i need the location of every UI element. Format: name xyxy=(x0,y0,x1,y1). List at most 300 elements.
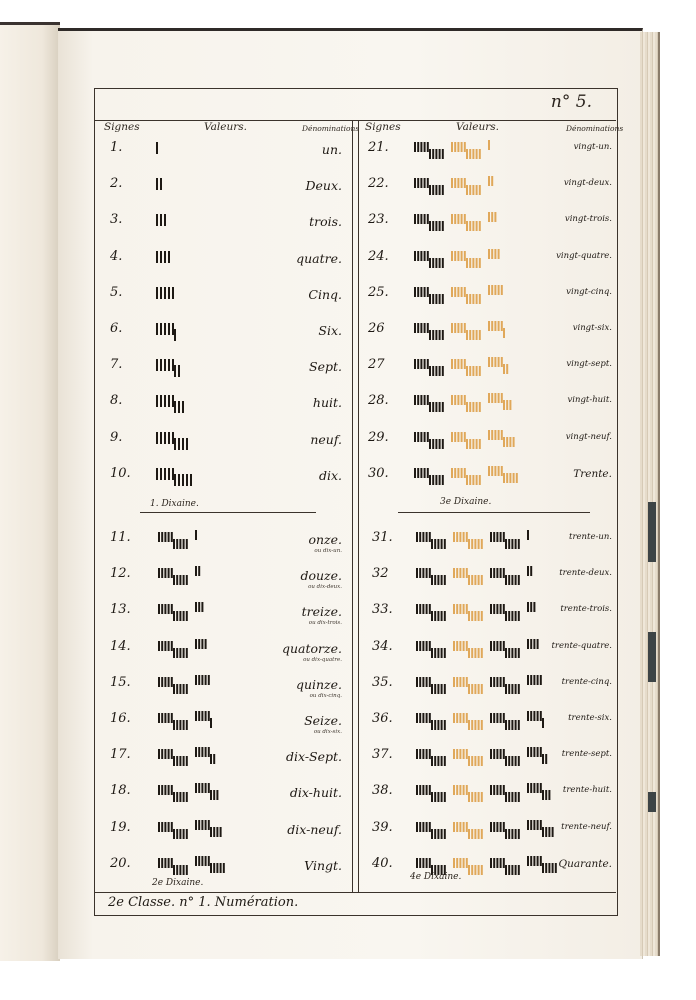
tally-stroke xyxy=(453,677,455,687)
tally-stroke xyxy=(474,611,476,621)
tally-stroke xyxy=(414,142,416,152)
tally-stroke xyxy=(160,468,162,480)
tally-stroke xyxy=(156,359,158,371)
tally-stroke xyxy=(417,287,419,297)
tally-stroke xyxy=(474,756,476,766)
tally-stroke xyxy=(179,756,181,766)
tally-stroke xyxy=(444,575,446,585)
tally-stroke xyxy=(160,432,162,444)
sign-number: 7. xyxy=(110,357,123,373)
tally-stroke xyxy=(168,251,170,263)
tally-value xyxy=(156,671,306,701)
tally-stroke xyxy=(513,473,515,483)
tally-stroke xyxy=(195,747,197,757)
tally-stroke xyxy=(179,720,181,730)
tally-stroke xyxy=(471,539,473,549)
tally-stroke xyxy=(493,713,495,723)
tally-stroke xyxy=(533,783,535,793)
tally-stroke xyxy=(527,783,529,793)
tally-stroke xyxy=(168,468,170,480)
tally-stroke xyxy=(426,604,428,614)
tally-stroke xyxy=(195,639,197,649)
tally-stroke xyxy=(158,677,160,687)
tally-stroke xyxy=(420,251,422,261)
sign-number: 28. xyxy=(368,393,389,409)
tally-stroke xyxy=(174,365,176,377)
tally-stroke xyxy=(490,532,492,542)
tally-stroke xyxy=(160,287,162,299)
tally-stroke xyxy=(439,258,441,268)
tally-stroke xyxy=(488,176,490,186)
tally-stroke xyxy=(537,747,539,757)
tally-stroke xyxy=(429,221,431,231)
tally-stroke xyxy=(466,294,468,304)
tally-stroke xyxy=(176,684,178,694)
tally-stroke xyxy=(158,604,160,614)
tally-stroke xyxy=(474,539,476,549)
tally-stroke xyxy=(463,785,465,795)
tally-stroke xyxy=(506,437,508,447)
tally-stroke xyxy=(422,641,424,651)
tally-stroke xyxy=(505,756,507,766)
denomination-label: vingt-neuf. xyxy=(565,431,612,442)
tally-stroke xyxy=(530,820,532,830)
denomination-label: vingt-sept. xyxy=(566,359,612,370)
sign-number: 19. xyxy=(110,819,131,835)
tally-stroke xyxy=(183,720,185,730)
denomination-label: Six. xyxy=(318,323,342,338)
tally-stroke xyxy=(479,149,481,159)
tally-stroke xyxy=(161,749,163,759)
tally-stroke xyxy=(444,792,446,802)
tally-stroke xyxy=(441,611,443,621)
tally-stroke xyxy=(469,221,471,231)
tally-value xyxy=(414,707,564,737)
tally-stroke xyxy=(533,639,535,649)
tally-stroke xyxy=(472,294,474,304)
tally-stroke xyxy=(424,142,426,152)
tally-stroke xyxy=(456,532,458,542)
tally-stroke xyxy=(472,402,474,412)
tally-stroke xyxy=(422,713,424,723)
denomination-label: vingt-un. xyxy=(573,142,612,152)
tally-stroke xyxy=(471,648,473,658)
tally-stroke xyxy=(463,568,465,578)
tally-stroke xyxy=(478,539,480,549)
tally-stroke xyxy=(183,539,185,549)
denomination-alt-label: ou dix-trois. xyxy=(308,620,342,627)
tally-stroke xyxy=(479,330,481,340)
tally-stroke xyxy=(537,639,539,649)
tally-stroke xyxy=(481,792,483,802)
tally-stroke xyxy=(168,432,170,444)
tally-stroke xyxy=(515,792,517,802)
tally-value xyxy=(156,816,306,846)
tally-stroke xyxy=(501,430,503,440)
tally-stroke xyxy=(435,258,437,268)
tally-stroke xyxy=(461,251,463,261)
tally-stroke xyxy=(545,863,547,873)
tally-stroke xyxy=(429,402,431,412)
tally-stroke xyxy=(179,539,181,549)
dixaine-caption: 3e Dixaine. xyxy=(440,497,492,507)
tally-stroke xyxy=(223,863,225,873)
tally-stroke xyxy=(424,323,426,333)
tally-stroke xyxy=(498,466,500,476)
tally-stroke xyxy=(173,684,175,694)
tally-stroke xyxy=(201,856,203,866)
tally-stroke xyxy=(493,822,495,832)
tally-stroke xyxy=(464,395,466,405)
tally-stroke xyxy=(511,539,513,549)
tally-stroke xyxy=(466,221,468,231)
tally-stroke xyxy=(491,285,493,295)
tally-stroke xyxy=(466,858,468,868)
tally-stroke xyxy=(503,473,505,483)
tally-stroke xyxy=(435,294,437,304)
tally-stroke xyxy=(505,865,507,875)
tally-stroke xyxy=(424,178,426,188)
tally-stroke xyxy=(488,357,490,367)
sign-number: 11. xyxy=(110,530,131,545)
tally-stroke xyxy=(479,475,481,485)
tally-stroke xyxy=(419,641,421,651)
tally-stroke xyxy=(429,713,431,723)
tally-stroke xyxy=(491,176,493,186)
tally-stroke xyxy=(201,747,203,757)
tally-stroke xyxy=(530,566,532,576)
denomination-label: vingt-six. xyxy=(572,323,612,333)
tally-stroke xyxy=(501,466,503,476)
tally-stroke xyxy=(164,785,166,795)
tally-stroke xyxy=(432,185,434,195)
tally-stroke xyxy=(198,747,200,757)
denomination-label: trois. xyxy=(309,214,342,230)
tally-stroke xyxy=(168,822,170,832)
tally-stroke xyxy=(463,677,465,687)
tally-stroke xyxy=(172,395,174,407)
denomination-alt-label: ou dix-deux. xyxy=(308,584,342,591)
tally-stroke xyxy=(429,258,431,268)
tally-stroke xyxy=(432,366,434,376)
tally-stroke xyxy=(476,221,478,231)
tally-stroke xyxy=(173,865,175,875)
tally-stroke xyxy=(429,330,431,340)
tally-stroke xyxy=(493,858,495,868)
tally-stroke xyxy=(496,822,498,832)
tally-stroke xyxy=(208,783,210,793)
tally-value xyxy=(154,353,304,383)
tally-stroke xyxy=(186,720,188,730)
denomination-label: Sept. xyxy=(309,359,342,375)
tally-stroke xyxy=(498,357,500,367)
sign-number: 13. xyxy=(110,602,131,618)
page-tab xyxy=(648,502,656,562)
tally-stroke xyxy=(186,648,188,658)
tally-stroke xyxy=(500,604,502,614)
sign-number: 29. xyxy=(368,429,389,445)
tally-stroke xyxy=(503,400,505,410)
tally-stroke xyxy=(555,863,557,873)
tally-stroke xyxy=(208,856,210,866)
tally-stroke xyxy=(456,568,458,578)
tally-stroke xyxy=(464,468,466,478)
denomination-label: Trente. xyxy=(573,467,612,480)
tally-stroke xyxy=(476,294,478,304)
tally-stroke xyxy=(437,792,439,802)
tally-stroke xyxy=(174,329,176,341)
tally-stroke xyxy=(422,858,424,868)
tally-stroke xyxy=(469,366,471,376)
tally-stroke xyxy=(416,604,418,614)
tally-stroke xyxy=(490,785,492,795)
tally-stroke xyxy=(429,677,431,687)
tally-stroke xyxy=(179,865,181,875)
tally-stroke xyxy=(434,575,436,585)
denomination-label: vingt-huit. xyxy=(567,395,612,406)
tally-value xyxy=(154,172,304,202)
tally-stroke xyxy=(442,366,444,376)
tally-stroke xyxy=(442,185,444,195)
tally-stroke xyxy=(481,865,483,875)
tally-stroke xyxy=(472,258,474,268)
sign-number: 1. xyxy=(110,140,123,155)
tally-stroke xyxy=(435,439,437,449)
tally-stroke xyxy=(164,532,166,542)
tally-stroke xyxy=(205,747,207,757)
tally-stroke xyxy=(183,611,185,621)
tally-stroke xyxy=(168,713,170,723)
denomination-label: trente-trois. xyxy=(560,604,612,615)
denominations-header-left: Dénominations xyxy=(302,124,360,133)
tally-stroke xyxy=(474,720,476,730)
tally-stroke xyxy=(441,575,443,585)
tally-stroke xyxy=(498,249,500,259)
tally-stroke xyxy=(178,438,180,450)
tally-stroke xyxy=(419,822,421,832)
tally-stroke xyxy=(511,865,513,875)
denomination-label: un. xyxy=(321,142,342,157)
tally-stroke xyxy=(429,185,431,195)
denominations-header-right: Dénominations xyxy=(566,124,624,133)
tally-stroke xyxy=(488,249,490,259)
tally-stroke xyxy=(496,604,498,614)
tally-stroke xyxy=(161,858,163,868)
sign-number: 14. xyxy=(110,638,131,654)
tally-stroke xyxy=(451,395,453,405)
tally-stroke xyxy=(463,604,465,614)
tally-value xyxy=(156,598,306,628)
tally-stroke xyxy=(171,568,173,578)
tally-stroke xyxy=(437,720,439,730)
tally-stroke xyxy=(186,865,188,875)
tally-stroke xyxy=(419,713,421,723)
tally-value xyxy=(414,671,564,701)
tally-stroke xyxy=(474,648,476,658)
tally-stroke xyxy=(195,783,197,793)
tally-stroke xyxy=(533,675,535,685)
tally-stroke xyxy=(537,675,539,685)
tally-stroke xyxy=(515,720,517,730)
tally-stroke xyxy=(172,323,174,335)
tally-stroke xyxy=(500,677,502,687)
tally-stroke xyxy=(420,323,422,333)
tally-stroke xyxy=(527,747,529,757)
tally-stroke xyxy=(429,532,431,542)
column-divider xyxy=(352,120,359,892)
tally-stroke xyxy=(158,568,160,578)
tally-stroke xyxy=(420,468,422,478)
tally-stroke xyxy=(182,438,184,450)
tally-stroke xyxy=(414,432,416,442)
tally-stroke xyxy=(164,604,166,614)
tally-stroke xyxy=(422,532,424,542)
tally-stroke xyxy=(416,713,418,723)
tally-stroke xyxy=(472,221,474,231)
tally-stroke xyxy=(414,468,416,478)
tally-stroke xyxy=(176,539,178,549)
tally-stroke xyxy=(527,566,529,576)
tally-stroke xyxy=(414,323,416,333)
tally-stroke xyxy=(198,566,200,576)
denomination-alt-label: ou dix-quatre. xyxy=(303,656,342,663)
tally-stroke xyxy=(494,249,496,259)
tally-stroke xyxy=(416,858,418,868)
tally-stroke xyxy=(198,639,200,649)
tally-stroke xyxy=(548,827,550,837)
tally-stroke xyxy=(478,792,480,802)
tally-stroke xyxy=(422,785,424,795)
tally-stroke xyxy=(429,149,431,159)
tally-stroke xyxy=(508,756,510,766)
tally-stroke xyxy=(417,468,419,478)
tally-stroke xyxy=(493,785,495,795)
tally-stroke xyxy=(491,466,493,476)
tally-stroke xyxy=(540,820,542,830)
tally-stroke xyxy=(463,641,465,651)
tally-stroke xyxy=(168,323,170,335)
tally-stroke xyxy=(454,142,456,152)
tally-stroke xyxy=(173,575,175,585)
tally-stroke xyxy=(481,648,483,658)
denomination-label: trente-deux. xyxy=(559,568,612,579)
tally-stroke xyxy=(205,639,207,649)
tally-stroke xyxy=(459,785,461,795)
tally-value xyxy=(412,136,562,166)
tally-stroke xyxy=(466,785,468,795)
tally-stroke xyxy=(479,439,481,449)
tally-stroke xyxy=(158,785,160,795)
tally-stroke xyxy=(424,395,426,405)
tally-stroke xyxy=(208,820,210,830)
signes-header-right: Signes xyxy=(365,121,401,133)
tally-stroke xyxy=(195,602,197,612)
tally-stroke xyxy=(419,568,421,578)
tally-stroke xyxy=(429,749,431,759)
tally-stroke xyxy=(205,783,207,793)
tally-stroke xyxy=(488,430,490,440)
tally-stroke xyxy=(476,439,478,449)
tally-stroke xyxy=(451,323,453,333)
tally-stroke xyxy=(420,359,422,369)
tally-stroke xyxy=(205,856,207,866)
tally-stroke xyxy=(537,856,539,866)
tally-stroke xyxy=(160,251,162,263)
tally-stroke xyxy=(542,863,544,873)
tally-value xyxy=(156,743,306,773)
tally-stroke xyxy=(500,749,502,759)
tally-stroke xyxy=(416,785,418,795)
tally-stroke xyxy=(496,713,498,723)
tally-stroke xyxy=(164,749,166,759)
tally-stroke xyxy=(466,568,468,578)
tally-stroke xyxy=(182,401,184,413)
tally-stroke xyxy=(494,357,496,367)
tally-stroke xyxy=(171,532,173,542)
tally-stroke xyxy=(461,468,463,478)
tally-stroke xyxy=(426,713,428,723)
tally-stroke xyxy=(506,400,508,410)
tally-value xyxy=(414,562,564,592)
tally-stroke xyxy=(490,641,492,651)
signes-header-left: Signes xyxy=(104,121,140,133)
tally-stroke xyxy=(417,251,419,261)
tally-stroke xyxy=(527,675,529,685)
tally-stroke xyxy=(463,713,465,723)
tally-stroke xyxy=(173,720,175,730)
tally-stroke xyxy=(471,720,473,730)
tally-stroke xyxy=(505,792,507,802)
tally-stroke xyxy=(490,604,492,614)
tally-stroke xyxy=(176,648,178,658)
tally-stroke xyxy=(195,856,197,866)
tally-stroke xyxy=(518,575,520,585)
tally-stroke xyxy=(173,756,175,766)
tally-stroke xyxy=(201,783,203,793)
tally-stroke xyxy=(160,395,162,407)
header-band xyxy=(94,88,616,121)
denomination-label: Quarante. xyxy=(558,857,612,870)
tally-stroke xyxy=(540,711,542,721)
tally-stroke xyxy=(474,829,476,839)
denomination-label: neuf. xyxy=(310,431,342,447)
tally-stroke xyxy=(476,366,478,376)
tally-stroke xyxy=(461,178,463,188)
tally-stroke xyxy=(494,393,496,403)
tally-stroke xyxy=(453,858,455,868)
tally-stroke xyxy=(457,395,459,405)
tally-stroke xyxy=(500,532,502,542)
tally-stroke xyxy=(432,258,434,268)
tally-stroke xyxy=(442,149,444,159)
tally-stroke xyxy=(496,749,498,759)
tally-stroke xyxy=(545,827,547,837)
tally-stroke xyxy=(442,294,444,304)
tally-stroke xyxy=(493,677,495,687)
tally-stroke xyxy=(201,602,203,612)
tally-stroke xyxy=(500,641,502,651)
tally-stroke xyxy=(427,251,429,261)
tally-stroke xyxy=(434,539,436,549)
tally-stroke xyxy=(424,468,426,478)
tally-stroke xyxy=(468,575,470,585)
tally-stroke xyxy=(464,359,466,369)
tally-stroke xyxy=(414,251,416,261)
tally-stroke xyxy=(168,677,170,687)
sign-number: 37. xyxy=(372,747,393,763)
tally-stroke xyxy=(168,532,170,542)
denomination-label: Seize. xyxy=(304,713,342,728)
